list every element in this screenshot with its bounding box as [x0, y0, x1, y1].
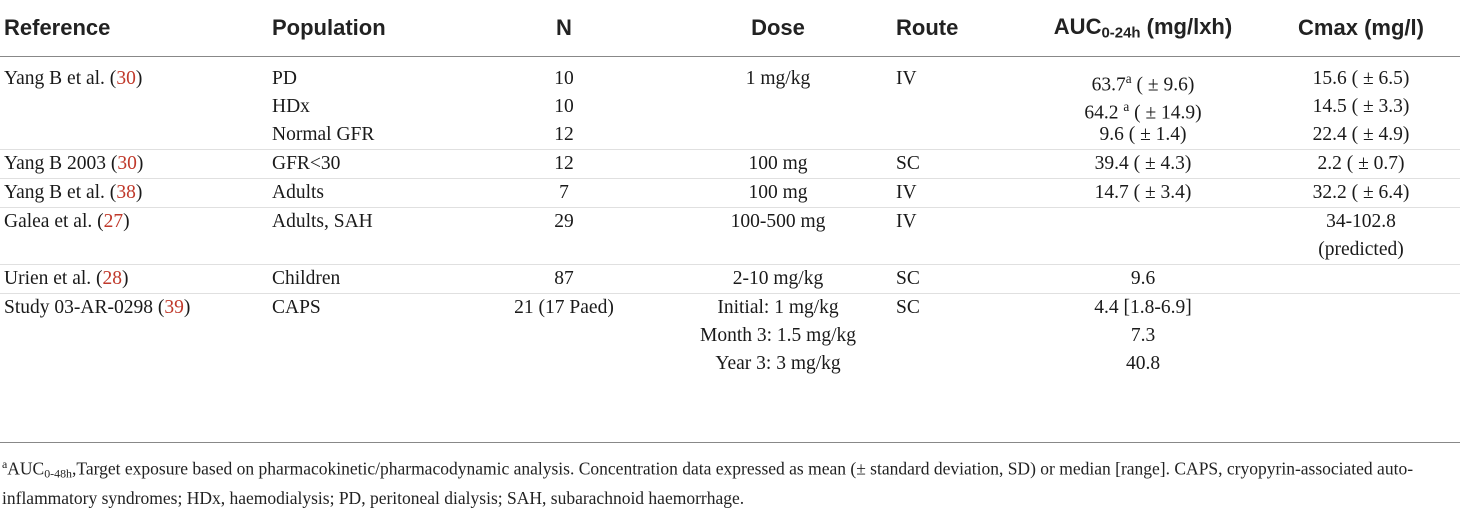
- population-line: [272, 265, 460, 293]
- cell-n: [464, 150, 664, 179]
- cell-dose: [664, 208, 892, 265]
- table-row: [0, 265, 1460, 294]
- cell-population: [268, 179, 464, 208]
- n-line: [468, 322, 660, 350]
- header-population: Population: [268, 0, 464, 57]
- footnote-auc-main: AUC: [7, 458, 45, 479]
- cell-auc: [1024, 294, 1262, 379]
- cmax-line: [1266, 179, 1456, 207]
- auc-value: 14.7 ( ± 3.4): [1094, 182, 1192, 203]
- header-dose: Dose: [664, 0, 892, 57]
- auc-line: [1028, 350, 1258, 378]
- n-line: [468, 121, 660, 149]
- cell-n: [464, 265, 664, 294]
- cmax-line: [1266, 350, 1456, 378]
- auc-footnote-marker: a: [1123, 99, 1130, 114]
- reference-line: [4, 294, 264, 322]
- cell-reference: [0, 294, 268, 379]
- header-auc-main: AUC: [1053, 14, 1102, 40]
- auc-value: 9.6: [1130, 268, 1156, 289]
- auc-value: 39.4 ( ± 4.3): [1094, 153, 1192, 174]
- dose-line: [668, 265, 888, 293]
- cell-cmax: [1262, 57, 1460, 150]
- reference-line: [4, 208, 264, 236]
- n-line: [468, 265, 660, 293]
- dose-line: [668, 179, 888, 207]
- n-value: 29: [554, 211, 574, 232]
- table-row: [0, 208, 1460, 265]
- cell-cmax: [1262, 294, 1460, 379]
- route-line: [896, 179, 1020, 207]
- cmax-line: [1266, 150, 1456, 178]
- dose-line: [668, 93, 888, 121]
- auc-line: [1028, 179, 1258, 207]
- header-n: N: [464, 0, 664, 57]
- route-line: [896, 265, 1020, 293]
- auc-line: [1028, 208, 1258, 236]
- cell-route: [892, 57, 1024, 150]
- dose-line: [668, 121, 888, 149]
- n-value: 21 (17 Paed): [514, 297, 614, 318]
- cell-auc: [1024, 208, 1262, 265]
- auc-line: [1028, 294, 1258, 322]
- cell-reference: [0, 208, 268, 265]
- dose-value: 100 mg: [748, 153, 808, 174]
- reference-citation-link[interactable]: 38: [116, 182, 136, 203]
- reference-close: ): [135, 68, 143, 89]
- auc-line: [1028, 121, 1258, 149]
- population-value: Adults: [272, 182, 325, 203]
- reference-citation-link[interactable]: 28: [102, 268, 123, 289]
- n-value: 12: [554, 153, 574, 174]
- reference-citation-link[interactable]: 30: [117, 153, 137, 174]
- route-value: IV: [896, 211, 917, 232]
- population-line: [272, 93, 460, 121]
- dose-line: [668, 294, 888, 322]
- table-row: [0, 150, 1460, 179]
- population-line: [272, 150, 460, 178]
- reference-citation-link[interactable]: 27: [103, 211, 124, 232]
- population-value: HDx: [272, 96, 310, 117]
- population-line: [272, 65, 460, 93]
- header-auc: [1024, 0, 1262, 57]
- reference-close: ): [122, 268, 129, 289]
- cmax-line: [1266, 65, 1456, 93]
- route-line: [896, 208, 1020, 236]
- cmax-value: 2.2 ( ± 0.7): [1317, 153, 1405, 174]
- auc-sd: ( ± 14.9): [1129, 102, 1202, 124]
- cmax-line: [1266, 265, 1456, 293]
- route-value: SC: [896, 153, 920, 174]
- auc-line: [1028, 236, 1258, 264]
- dose-value: Month 3: 1.5 mg/kg: [699, 325, 856, 346]
- route-value: SC: [896, 297, 920, 318]
- population-line: [272, 350, 460, 378]
- dose-line: [668, 150, 888, 178]
- reference-line: [4, 265, 264, 293]
- reference-citation-link[interactable]: 30: [116, 68, 136, 89]
- dose-line: [668, 208, 888, 236]
- header-route: Route: [892, 0, 1024, 57]
- cell-dose: [664, 179, 892, 208]
- cell-reference: [0, 265, 268, 294]
- reference-close: ): [136, 153, 144, 174]
- cell-auc: [1024, 265, 1262, 294]
- cell-dose: [664, 57, 892, 150]
- cell-population: [268, 265, 464, 294]
- reference-text: Yang B 2003 (: [4, 153, 118, 174]
- cmax-value: 22.4 ( ± 4.9): [1312, 124, 1410, 145]
- reference-line: [4, 150, 264, 178]
- cmax-value: 14.5 ( ± 3.3): [1312, 96, 1410, 117]
- n-line: [468, 294, 660, 322]
- population-value: PD: [272, 68, 297, 89]
- reference-text: Yang B et al. (: [4, 182, 117, 203]
- cell-cmax: [1262, 179, 1460, 208]
- route-line: [896, 150, 1020, 178]
- cell-reference: [0, 150, 268, 179]
- route-value: IV: [896, 182, 917, 203]
- dose-value: 100-500 mg: [730, 211, 826, 232]
- table-row: [0, 294, 1460, 379]
- n-line: [468, 150, 660, 178]
- cell-reference: [0, 179, 268, 208]
- n-value: 7: [559, 182, 569, 203]
- cmax-value: 34-102.8: [1326, 211, 1396, 232]
- n-value: 12: [554, 124, 574, 145]
- table-bottom-rule: [0, 442, 1460, 443]
- cmax-line: [1266, 208, 1456, 236]
- cmax-value: 32.2 ( ± 6.4): [1312, 182, 1410, 203]
- reference-close: ): [123, 211, 130, 232]
- route-line: [896, 294, 1020, 322]
- cell-population: [268, 57, 464, 150]
- auc-line: [1028, 65, 1258, 96]
- auc-value: 9.6 ( ± 1.4): [1099, 124, 1187, 145]
- route-line: [896, 65, 1020, 93]
- cell-population: [268, 208, 464, 265]
- cmax-value: (predicted): [1318, 239, 1404, 260]
- cell-route: [892, 294, 1024, 379]
- header-cmax: Cmax (mg/l): [1262, 0, 1460, 57]
- table-footnote: [2, 452, 1456, 510]
- table-body: [0, 57, 1460, 379]
- population-line: [272, 121, 460, 149]
- cell-n: [464, 208, 664, 265]
- population-value: CAPS: [272, 297, 321, 318]
- dose-value: Initial: 1 mg/kg: [717, 297, 839, 318]
- population-value: Children: [272, 268, 341, 289]
- header-reference: Reference: [0, 0, 268, 57]
- n-line: [468, 179, 660, 207]
- reference-text: Study 03-AR-0298 (: [4, 297, 165, 318]
- route-line: [896, 93, 1020, 121]
- cell-n: [464, 179, 664, 208]
- n-line: [468, 350, 660, 378]
- cell-cmax: [1262, 265, 1460, 294]
- dose-value: Year 3: 3 mg/kg: [715, 353, 841, 374]
- population-line: [272, 179, 460, 207]
- cell-dose: [664, 150, 892, 179]
- dose-value: 100 mg: [748, 182, 808, 203]
- dose-line: [668, 322, 888, 350]
- n-value: 10: [554, 96, 574, 117]
- route-line: [896, 322, 1020, 350]
- cell-auc: [1024, 150, 1262, 179]
- dose-line: [668, 65, 888, 93]
- auc-line: [1028, 265, 1258, 293]
- auc-line: [1028, 150, 1258, 178]
- cell-auc: [1024, 57, 1262, 150]
- population-line: [272, 208, 460, 236]
- cell-dose: [664, 294, 892, 379]
- n-line: [468, 236, 660, 264]
- route-value: IV: [896, 68, 917, 89]
- reference-citation-link[interactable]: 39: [164, 297, 184, 318]
- route-line: [896, 350, 1020, 378]
- header-auc-unit: (mg/lxh): [1140, 14, 1233, 40]
- dose-line: [668, 350, 888, 378]
- header-auc-subscript: 0-24h: [1101, 24, 1141, 42]
- cell-route: [892, 179, 1024, 208]
- cmax-line: [1266, 294, 1456, 322]
- auc-value: 4.4 [1.8-6.9]: [1094, 297, 1192, 318]
- auc-line: [1028, 322, 1258, 350]
- n-line: [468, 65, 660, 93]
- cmax-line: [1266, 236, 1456, 264]
- cell-route: [892, 265, 1024, 294]
- cell-population: [268, 150, 464, 179]
- reference-text: Yang B et al. (: [4, 68, 117, 89]
- footnote-auc-subscript: 0-48h: [44, 466, 72, 481]
- cell-population: [268, 294, 464, 379]
- reference-text: Urien et al. (: [4, 268, 103, 289]
- n-line: [468, 208, 660, 236]
- population-line: [272, 294, 460, 322]
- footnote-text: ,Target exposure based on pharmacokinetic/pharmacodynamic analysis. Concentration data expressed as mean (± standard deviation, SD) or median [range]. CAPS, cryopyrin-associated auto-inflammatory syndromes; HDx, haemodialysis; PD, peritoneal dialysis; SAH, subarachnoid haemorrhage.: [2, 458, 1414, 508]
- route-line: [896, 121, 1020, 149]
- table-row: [0, 57, 1460, 150]
- cmax-value: 15.6 ( ± 6.5): [1312, 68, 1410, 89]
- dose-value: 2-10 mg/kg: [732, 268, 824, 289]
- auc-value: 64.2: [1084, 102, 1124, 124]
- route-line: [896, 236, 1020, 264]
- auc-value: 40.8: [1125, 353, 1161, 374]
- cell-cmax: [1262, 150, 1460, 179]
- cell-route: [892, 150, 1024, 179]
- table-row: [0, 179, 1460, 208]
- population-line: [272, 322, 460, 350]
- population-value: Normal GFR: [272, 124, 375, 145]
- route-value: SC: [896, 268, 920, 289]
- footnote-marker: a: [2, 457, 8, 471]
- cell-n: [464, 57, 664, 150]
- auc-footnote-marker: a: [1125, 71, 1132, 86]
- cell-cmax: [1262, 208, 1460, 265]
- dose-line: [668, 236, 888, 264]
- auc-sd: ( ± 9.6): [1131, 74, 1195, 96]
- reference-line: [4, 65, 264, 93]
- header-row: [0, 0, 1460, 57]
- n-value: 10: [554, 68, 574, 89]
- cell-reference: [0, 57, 268, 150]
- reference-close: ): [135, 182, 143, 203]
- reference-line: [4, 179, 264, 207]
- n-line: [468, 93, 660, 121]
- cmax-line: [1266, 121, 1456, 149]
- dose-value: 1 mg/kg: [745, 68, 811, 89]
- reference-close: ): [183, 297, 191, 318]
- cell-route: [892, 208, 1024, 265]
- cmax-line: [1266, 322, 1456, 350]
- auc-line: [1028, 93, 1258, 124]
- cell-auc: [1024, 179, 1262, 208]
- population-line: [272, 236, 460, 264]
- n-value: 87: [554, 268, 574, 289]
- reference-text: Galea et al. (: [4, 211, 104, 232]
- auc-value: 7.3: [1130, 325, 1156, 346]
- auc-value: 63.7: [1091, 74, 1126, 96]
- population-value: GFR<30: [272, 153, 341, 174]
- population-value: Adults, SAH: [272, 211, 373, 232]
- cell-dose: [664, 265, 892, 294]
- cell-n: [464, 294, 664, 379]
- cmax-line: [1266, 93, 1456, 121]
